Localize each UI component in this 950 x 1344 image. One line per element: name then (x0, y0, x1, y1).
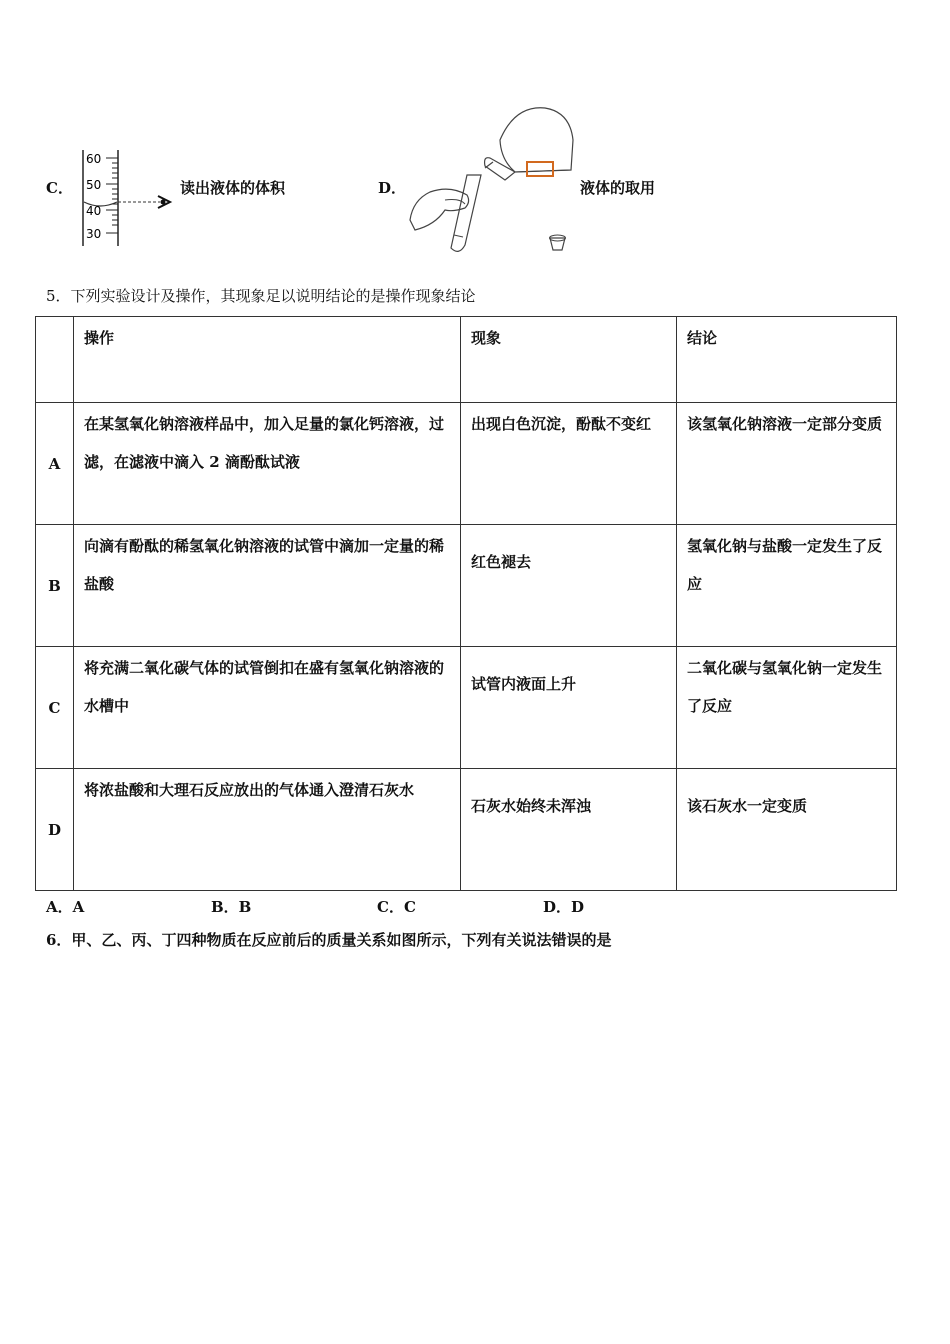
row-label: D (36, 769, 74, 891)
graduated-cylinder-figure (78, 148, 178, 248)
option-c-caption: 读出液体的体积 (180, 179, 286, 197)
answer-option-c[interactable]: C．C (377, 898, 416, 916)
table-header-row (36, 317, 897, 403)
row-phenomenon: 出现白色沉淀，酚酞不变红 (461, 403, 677, 525)
liquid-pouring-figure (405, 100, 580, 260)
row-label: A (36, 403, 74, 525)
bottle-label (527, 162, 553, 176)
header-operation: 操作 (74, 317, 461, 403)
row-label: C (36, 647, 74, 769)
row-operation: 将充满二氧化碳气体的试管倒扣在盛有氢氧化钠溶液的水槽中 (74, 647, 461, 769)
row-conclusion: 二氧化碳与氢氧化钠一定发生了反应 (677, 647, 897, 769)
table-row (36, 647, 897, 769)
scale-label-50: 50 (86, 178, 102, 192)
row-operation: 向滴有酚酞的稀氢氧化钠溶液的试管中滴加一定量的稀盐酸 (74, 525, 461, 647)
row-conclusion: 该石灰水一定变质 (677, 769, 897, 891)
question-5-stem: 5．下列实验设计及操作，其现象足以说明结论的是操作现象结论 (46, 287, 476, 305)
scale-label-40: 40 (86, 204, 102, 218)
row-phenomenon: 红色褪去 (461, 525, 677, 647)
experiment-table (35, 316, 897, 891)
row-operation: 在某氢氧化钠溶液样品中，加入足量的氯化钙溶液，过滤，在滤液中滴入 2 滴酚酞试液 (74, 403, 461, 525)
option-c-letter: C． (46, 179, 73, 197)
header-phenomenon: 现象 (461, 317, 677, 403)
option-d-caption: 液体的取用 (580, 179, 656, 197)
scale-label-30: 30 (86, 227, 102, 241)
answer-option-d[interactable]: D．D (543, 898, 585, 916)
header-conclusion: 结论 (677, 317, 897, 403)
row-conclusion: 该氢氧化钠溶液一定部分变质 (677, 403, 897, 525)
row-phenomenon: 试管内液面上升 (461, 647, 677, 769)
header-cell-blank (36, 317, 74, 403)
scale-label-60: 60 (86, 152, 102, 166)
row-conclusion: 氢氧化钠与盐酸一定发生了反应 (677, 525, 897, 647)
answer-option-b[interactable]: B．B (211, 898, 252, 916)
answer-option-a[interactable]: A．A (46, 898, 85, 916)
table-row (36, 403, 897, 525)
row-label: B (36, 525, 74, 647)
row-phenomenon: 石灰水始终未浑浊 (461, 769, 677, 891)
option-d-letter: D． (378, 179, 407, 197)
table-row (36, 525, 897, 647)
question-6-stem: 6．甲、乙、丙、丁四种物质在反应前后的质量关系如图所示，下列有关说法错误的是 (46, 931, 612, 949)
table-row (36, 769, 897, 891)
row-operation: 将浓盐酸和大理石反应放出的气体通入澄清石灰水 (74, 769, 461, 891)
